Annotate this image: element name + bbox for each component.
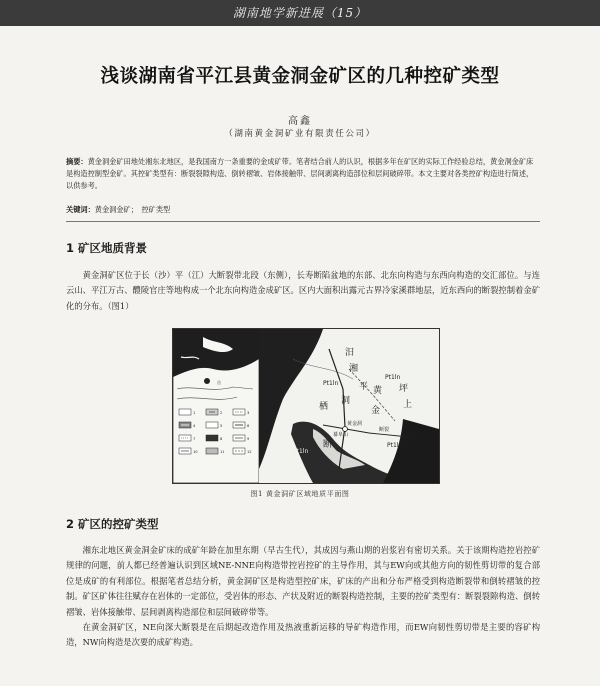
keywords bbox=[66, 205, 540, 215]
map-label-pluton: 幕阜山 bbox=[333, 432, 349, 438]
section-2-heading: 2 矿区的控矿类型 bbox=[66, 517, 159, 531]
author-name: 高鑫 bbox=[288, 116, 312, 127]
keywords-text: 黄金洞金矿； 控矿类型 bbox=[94, 205, 171, 214]
abstract-label: 摘要： bbox=[66, 157, 88, 166]
legend-label-11: 11 bbox=[220, 450, 225, 454]
abstract bbox=[66, 156, 540, 192]
section-2-paragraph-1: 湘东北地区黄金洞金矿床的成矿年龄在加里东期（早古生代），其成因与燕山期的岩浆岩有密切关系。关于该期构造控岩控矿规律的问题，前人都已经普遍认识到区域NE-NNE向构造带控岩控矿的主导作用，其与EW向或其他方向的韧性剪切带的复合部位是成矿的有利部位。根据笔者总结分析，黄金洞矿区是构造型控矿床，矿床的产出和分布严格受到构造断裂带和倒转褶皱的控制。矿区矿体往往赋存在岩体的一定部位，受岩体的形态、产状及附近的断裂构造控制，主要的控矿类型有：断裂裂隙构造、倒转褶皱、岩体接触带、层间剥离构造部位和层间破碎带等。 bbox=[66, 545, 540, 617]
map-label-fault: 断裂 bbox=[379, 427, 390, 433]
map-label-duan: 断 bbox=[323, 440, 333, 450]
legend-label-12: 12 bbox=[247, 450, 252, 454]
map-label-xiang: 湘 bbox=[349, 364, 359, 374]
map-label-deposit: 黄金洞 bbox=[347, 421, 363, 427]
map-inset-label: 岳 bbox=[217, 380, 221, 385]
map-label-huang: 黄 bbox=[373, 386, 383, 396]
map-label-unit-2: Pt1ln bbox=[385, 374, 401, 381]
article-title: 浅谈湖南省平江县黄金洞金矿区的几种控矿类型 bbox=[100, 66, 500, 87]
map-label-ping: 平 bbox=[359, 382, 369, 392]
legend-label-10: 10 bbox=[193, 450, 198, 454]
map-label-unit-3: Pt1ln bbox=[293, 448, 309, 455]
legend-label-4: 4 bbox=[193, 424, 196, 428]
map-label-mi: 汨 bbox=[345, 348, 355, 358]
legend-label-2: 2 bbox=[220, 411, 223, 415]
abstract-divider bbox=[66, 221, 540, 222]
legend-label-8: 8 bbox=[220, 437, 223, 441]
section-1-paragraph: 黄金洞矿区位于长（沙）平（江）大断裂带北段（东侧），长寿断陷盆地的东部、北东向构造与东西向构造的交汇部位。与连云山、平江万古、醴陵官庄等地构成一个北东向构造金成矿区。区内大面积出露元古界冷家溪群地层，近东西向的断裂控制着金矿化的分布。（图1） bbox=[66, 270, 540, 311]
journal-header: 湖南地学新进展（15） bbox=[232, 6, 368, 20]
geologic-map bbox=[173, 329, 439, 483]
author-affiliation: （湖南黄金洞矿业有限责任公司） bbox=[224, 129, 376, 139]
legend-label-9: 9 bbox=[247, 437, 250, 441]
section-2-paragraph-2: 在黄金洞矿区，NE向深大断裂是在后期起改造作用及热液重新运移的导矿构造作用，而EW向韧性剪切带是主要的容矿构造，NW向构造是次要的成矿构造。 bbox=[66, 622, 540, 648]
map-label-shang: 上 bbox=[403, 400, 413, 410]
map-label-unit-4: Pt1ln bbox=[387, 442, 403, 449]
keywords-label: 关键词： bbox=[66, 205, 95, 214]
section-1-heading: 1 矿区地质背景 bbox=[66, 241, 148, 255]
legend-label-6: 6 bbox=[247, 424, 250, 428]
map-inset-point bbox=[204, 378, 210, 384]
map-label-qi: 栖 bbox=[319, 402, 329, 412]
map-label-dong: 洞 bbox=[341, 396, 351, 406]
map-deposit-marker bbox=[343, 427, 348, 432]
legend-label-7: 7 bbox=[193, 437, 196, 441]
geologic-map-figure bbox=[172, 328, 440, 484]
legend-label-3: 3 bbox=[247, 411, 250, 415]
map-label-jin: 金 bbox=[371, 406, 381, 416]
legend-label-1: 1 bbox=[193, 411, 196, 415]
abstract-text: 黄金洞金矿田地处湘东北地区，是我国南方一条重要的金成矿带。笔者结合前人的认识，根据多年在矿区的实际工作经验总结，黄金洞金矿床是构造控制型金矿。其控矿类型有：断裂裂隙构造、倒转褶皱、岩体接触带、层间剥离构造部位和层间破碎带。本文主要对各类控矿构造进行简述，以供参考。 bbox=[66, 157, 534, 190]
figure-caption: 图1 黄金洞矿区域地质平面图 bbox=[250, 490, 350, 498]
legend-label-5: 5 bbox=[220, 424, 223, 428]
map-label-unit-1: Pt1ln bbox=[323, 380, 339, 387]
map-label-ping2: 坪 bbox=[399, 384, 409, 394]
